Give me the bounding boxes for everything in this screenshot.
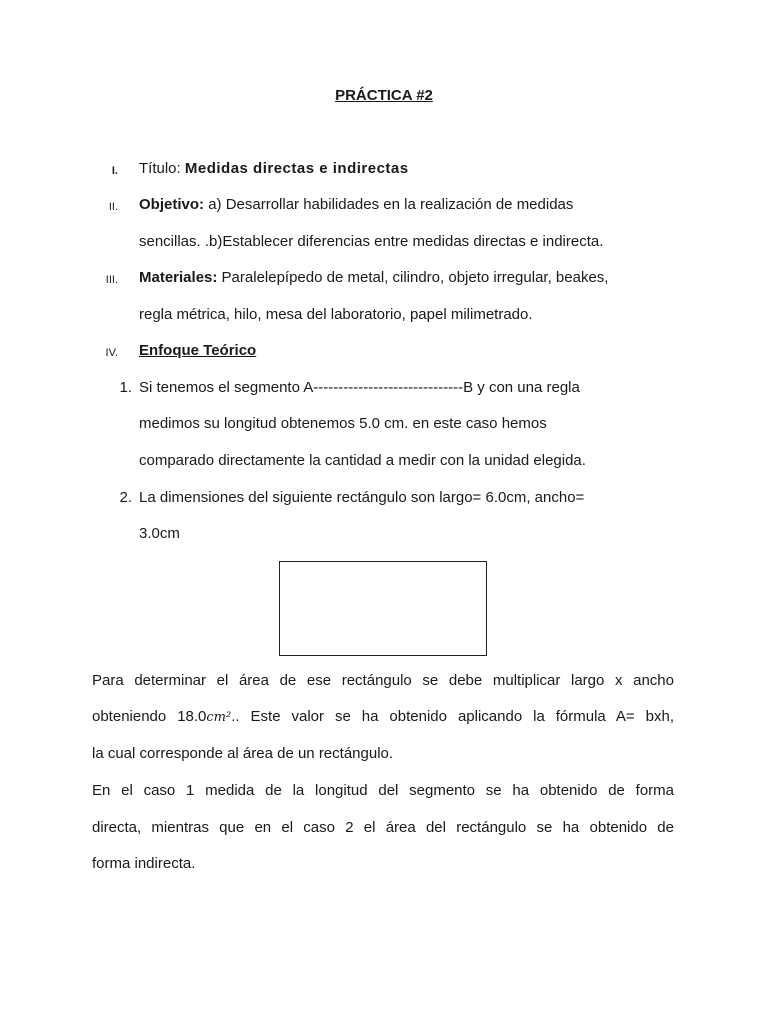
document-title-value: Medidas directas e indirectas	[184, 160, 409, 177]
objective-line-1	[139, 195, 573, 215]
objective-text-1: a) Desarrollar habilidades en la realización de medidas	[208, 196, 574, 213]
item-1-line-3: comparado directamente la cantidad a medir con la unidad elegida.	[139, 452, 586, 469]
section-label-titulo: Título	[139, 160, 177, 177]
section-numeral-ii: II.	[108, 201, 118, 213]
section-numeral-iii: III.	[105, 274, 118, 286]
section-numeral-i: I.	[111, 165, 118, 177]
item-1-line-2: medimos su longitud obtenemos 5.0 cm. en este caso hemos	[139, 415, 547, 432]
item-1-line-1: Si tenemos el segmento A------------------------------B y con una regla	[139, 379, 580, 396]
list-number-2: 2.	[119, 489, 132, 506]
rectangle-figure	[279, 561, 487, 656]
paragraph-2-line-2: directa, mientras que en el caso 2 el área del rectángulo se ha obtenido de	[92, 819, 674, 836]
section-colon: :	[176, 160, 181, 177]
item-2-line-1: La dimensiones del siguiente rectángulo son largo= 6.0cm, ancho=	[139, 489, 585, 506]
objective-label: Objetivo:	[139, 196, 205, 213]
formula-text: .. Este valor se ha obtenido aplicando la fórmula A= bxh,	[231, 708, 674, 725]
paragraph-1-line-3: la cual corresponde al área de un rectángulo.	[92, 745, 394, 762]
paragraph-2-line-3: forma indirecta.	[92, 855, 196, 872]
area-result-text: obteniendo 18.0	[92, 708, 207, 725]
theory-heading: Enfoque Teórico	[139, 342, 257, 359]
materials-text-1: Paralelepípedo de metal, cilindro, objeto irregular, beakes,	[221, 269, 609, 286]
list-number-1: 1.	[119, 379, 132, 396]
paragraph-2-line-1: En el caso 1 medida de la longitud del segmento se ha obtenido de forma	[92, 782, 674, 799]
materials-line-2: regla métrica, hilo, mesa del laboratorio, papel milimetrado.	[139, 306, 533, 323]
paragraph-1-line-2	[92, 707, 674, 728]
page-title: PRÁCTICA #2	[335, 87, 433, 104]
area-unit: cm²	[206, 710, 232, 725]
objective-line-2: sencillas. .b)Establecer diferencias entre medidas directas e indirecta.	[139, 233, 604, 250]
section-numeral-iv: IV.	[105, 347, 118, 359]
section-title-line	[139, 159, 409, 179]
item-2-line-2: 3.0cm	[139, 525, 180, 542]
materials-label: Materiales:	[139, 269, 218, 286]
materials-line-1	[139, 268, 608, 288]
paragraph-1-line-1: Para determinar el área de ese rectángulo se debe multiplicar largo x ancho	[92, 672, 674, 689]
